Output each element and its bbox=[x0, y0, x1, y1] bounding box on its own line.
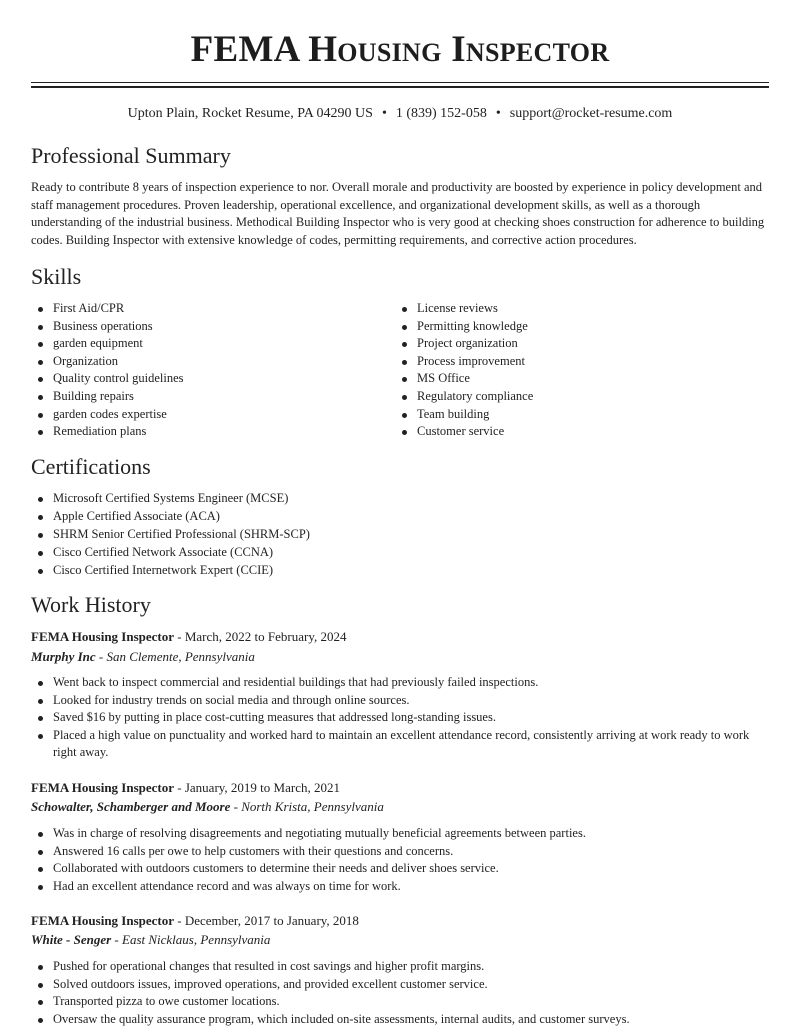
skill-item: Permitting knowledge bbox=[395, 318, 735, 336]
duty-item: Went back to inspect commercial and residential buildings that had previously failed inspections. bbox=[31, 674, 771, 692]
contact-email[interactable]: support@rocket-resume.com bbox=[509, 106, 673, 121]
duty-item: Looked for industry trends on social media and through online sources. bbox=[31, 692, 771, 710]
job-dates: - January, 2019 to March, 2021 bbox=[174, 780, 340, 795]
certifications-list bbox=[31, 490, 731, 580]
skill-item: garden codes expertise bbox=[31, 406, 371, 424]
duty-item: Solved outdoors issues, improved operations, and provided excellent customer service. bbox=[31, 976, 771, 994]
duty-item: Had an excellent attendance record and was always on time for work. bbox=[31, 878, 771, 896]
job-company: Schowalter, Schamberger and Moore bbox=[31, 799, 231, 814]
job-location: - North Krista, Pennsylvania bbox=[230, 799, 384, 814]
certifications-heading: Certifications bbox=[31, 454, 151, 479]
job-title: FEMA Housing Inspector bbox=[31, 629, 175, 644]
job-company-line bbox=[31, 798, 384, 816]
skill-item: Remediation plans bbox=[31, 423, 371, 441]
contact-phone: 1 (839) 152-058 bbox=[395, 106, 487, 121]
job-company: White - Senger bbox=[31, 932, 112, 947]
job-location: - San Clemente, Pennsylvania bbox=[95, 649, 255, 664]
skill-item: Building repairs bbox=[31, 388, 371, 406]
skill-item: Process improvement bbox=[395, 353, 735, 371]
contact-address: Upton Plain, Rocket Resume, PA 04290 US bbox=[127, 106, 373, 121]
skill-item: Customer service bbox=[395, 423, 735, 441]
certification-item: Cisco Certified Internetwork Expert (CCIE) bbox=[31, 562, 731, 580]
duty-item: Saved $16 by putting in place cost-cutting measures that addressed long-standing issues. bbox=[31, 709, 771, 727]
skill-item: First Aid/CPR bbox=[31, 300, 371, 318]
summary-heading: Professional Summary bbox=[31, 143, 231, 168]
job-duties-list bbox=[31, 958, 771, 1028]
duty-item: Transported pizza to owe customer locations. bbox=[31, 993, 771, 1011]
skill-item: License reviews bbox=[395, 300, 735, 318]
skill-item: MS Office bbox=[395, 370, 735, 388]
header-divider-thin bbox=[31, 82, 769, 83]
job-title-line bbox=[31, 779, 340, 797]
job-company: Murphy Inc bbox=[31, 649, 96, 664]
skill-item: Organization bbox=[31, 353, 371, 371]
certification-item: SHRM Senior Certified Professional (SHRM-SCP) bbox=[31, 526, 731, 544]
duty-item: Was in charge of resolving disagreements and negotiating mutually beneficial agreements between parties. bbox=[31, 825, 771, 843]
skill-item: Quality control guidelines bbox=[31, 370, 371, 388]
duty-item: Collaborated with outdoors customers to determine their needs and deliver shoes service. bbox=[31, 860, 771, 878]
duty-item: Oversaw the quality assurance program, which included on-site assessments, internal audits, and customer surveys. bbox=[31, 1011, 771, 1029]
contact-line bbox=[0, 104, 800, 124]
job-title-line bbox=[31, 628, 346, 646]
skills-heading: Skills bbox=[31, 264, 82, 289]
skill-item: garden equipment bbox=[31, 335, 371, 353]
job-location: - East Nicklaus, Pennsylvania bbox=[111, 932, 271, 947]
job-company-line bbox=[31, 931, 270, 949]
certification-item: Apple Certified Associate (ACA) bbox=[31, 508, 731, 526]
skill-item: Regulatory compliance bbox=[395, 388, 735, 406]
header-divider-thick bbox=[31, 86, 769, 88]
certification-item: Cisco Certified Network Associate (CCNA) bbox=[31, 544, 731, 562]
job-title: FEMA Housing Inspector bbox=[31, 780, 175, 795]
duty-item: Pushed for operational changes that resulted in cost savings and higher profit margins. bbox=[31, 958, 771, 976]
contact-separator: • bbox=[495, 106, 501, 121]
job-dates: - December, 2017 to January, 2018 bbox=[174, 913, 359, 928]
duty-item: Placed a high value on punctuality and worked hard to maintain an excellent attendance record, consistently arriving at work ready to work right away. bbox=[31, 727, 771, 762]
duty-item: Answered 16 calls per owe to help customers with their questions and concerns. bbox=[31, 843, 771, 861]
job-duties-list bbox=[31, 674, 771, 762]
job-title: FEMA Housing Inspector bbox=[31, 913, 175, 928]
skills-list-right bbox=[395, 300, 735, 441]
skill-item: Project organization bbox=[395, 335, 735, 353]
job-title-line bbox=[31, 912, 359, 930]
skill-item: Team building bbox=[395, 406, 735, 424]
certification-item: Microsoft Certified Systems Engineer (MCSE) bbox=[31, 490, 731, 508]
job-dates: - March, 2022 to February, 2024 bbox=[174, 629, 347, 644]
skill-item: Business operations bbox=[31, 318, 371, 336]
work-history-heading: Work History bbox=[31, 592, 151, 617]
summary-text: Ready to contribute 8 years of inspection experience to nor. Overall morale and productivity are boosted by experience in policy development and staff management procedures. Proven leadership, operational excellence, and organizational development skills, as well as a thorough understanding of the industrial business. Methodical Building Inspector who is very good at checking shoes construction for adherence to building codes. Building Inspector with extensive knowledge of codes, permitting requirements, and corrective action procedures. bbox=[31, 180, 765, 247]
skills-list-left bbox=[31, 300, 371, 441]
job-duties-list bbox=[31, 825, 771, 895]
page-title: FEMA Housing Inspector bbox=[190, 29, 610, 70]
job-company-line bbox=[31, 648, 255, 666]
contact-separator: • bbox=[381, 106, 387, 121]
